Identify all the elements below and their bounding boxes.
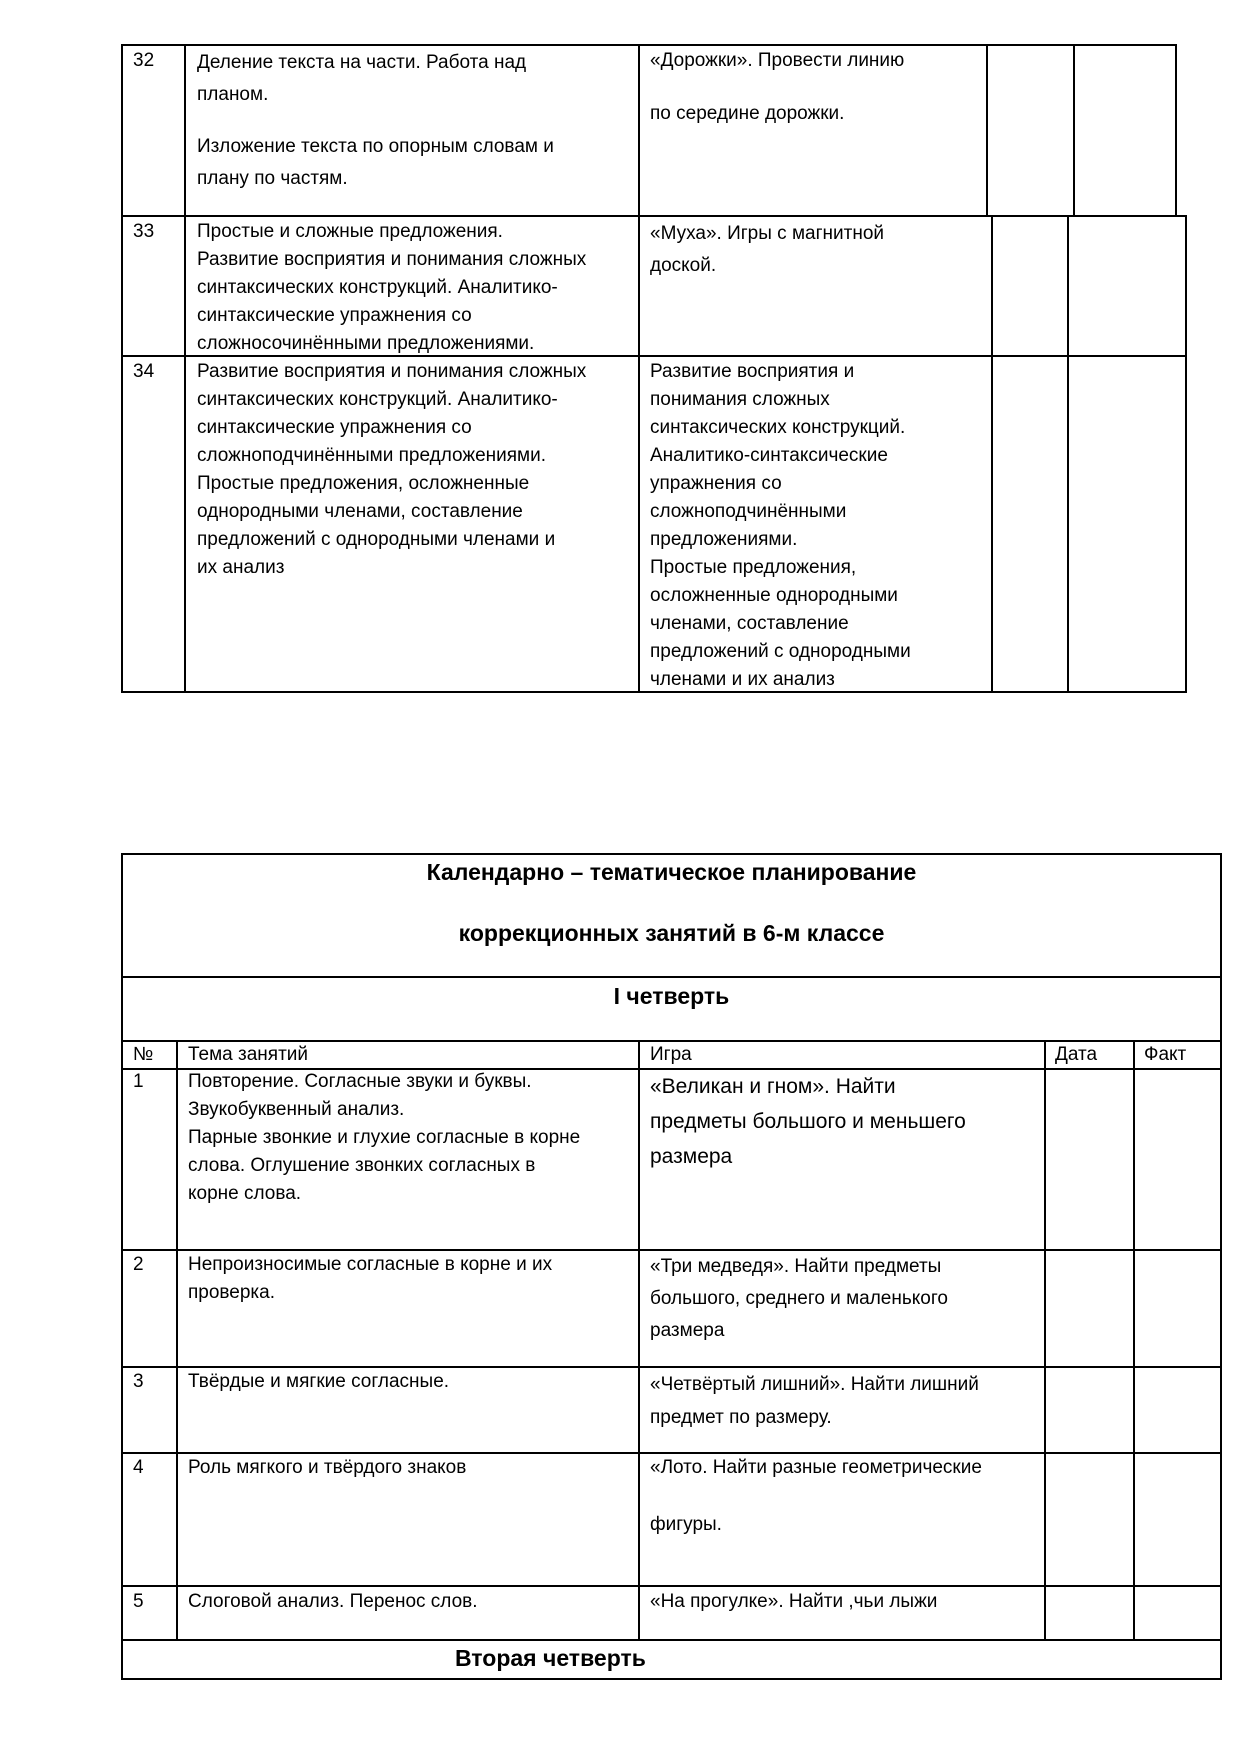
t1-div2 — [638, 215, 640, 693]
t2-row5-game: «На прогулке». Найти ,чьи лыжи — [650, 1591, 938, 1612]
t2-header-game: Игра — [650, 1044, 692, 1065]
t1-row34-num: 34 — [133, 361, 155, 382]
t1-left — [121, 215, 123, 693]
t2-row2-topic: Непроизносимые согласные в корне и их проверка. — [188, 1254, 553, 1303]
t1-row34-topic: Развитие восприятия и понимания сложных синтаксических конструкций. Аналитико- синтаксические упражнения со сложноподчинёнными предложениями. Простые предложения, осложненные однородными членами, составление предложений с однородными членами и их анализ — [197, 361, 587, 578]
t1-row32-topic: Деление текста на части. Работа над планом. — [197, 52, 527, 105]
t2-col-div-3 — [1044, 1040, 1046, 1641]
t2-header-num: № — [133, 1044, 154, 1065]
t1-row32-div2 — [638, 44, 640, 216]
t1-row32-right — [1175, 44, 1177, 216]
t2-row1-game: «Великан и гном». Найти предметы большого и меньшего размера — [650, 1075, 966, 1168]
t2-title-divider — [121, 976, 1222, 978]
t2-row1-num: 1 — [133, 1071, 144, 1092]
t1-row32-div4 — [1073, 44, 1075, 216]
t2-row3-num: 3 — [133, 1371, 144, 1392]
t2-quarter-2: Вторая четверть — [455, 1645, 646, 1671]
t1-row32-div1 — [184, 44, 186, 216]
t2-top — [121, 853, 1222, 855]
t2-row4-game-2: фигуры. — [650, 1514, 722, 1535]
t2-header-topic: Тема занятий — [188, 1044, 309, 1065]
t1-row33-top — [121, 215, 1186, 217]
t1-div3 — [991, 215, 993, 693]
t2-row5-num: 5 — [133, 1591, 144, 1612]
t2-title-line-1: Календарно – тематическое планирование — [426, 859, 917, 885]
t1-row32-game-2: по середине дорожки. — [650, 103, 845, 124]
t1-right — [1185, 215, 1187, 693]
t1-row33-topic: Простые и сложные предложения. Развитие восприятия и понимания сложных синтаксических конструкций. Аналитико- синтаксические упражнения со сложносочинёнными предложениями. — [197, 221, 587, 354]
t1-div4 — [1067, 215, 1069, 693]
t2-row3-game: «Четвёртый лишний». Найти лишний предмет по размеру. — [650, 1374, 979, 1428]
t2-quarter-1: I четверть — [613, 983, 730, 1009]
t2-row1-topic: Повторение. Согласные звуки и буквы. Звукобуквенный анализ. Парные звонкие и глухие согласные в корне слова. Оглушение звонких согласных в корне слова. — [188, 1071, 581, 1204]
t2-row4-num: 4 — [133, 1457, 144, 1478]
t1-row32-left — [121, 44, 123, 216]
t1-row32-topic-2: Изложение текста по опорным словам и плану по частям. — [197, 136, 554, 189]
t1-div1 — [184, 215, 186, 693]
t2-bottom — [121, 1678, 1222, 1680]
t1-row33-num: 33 — [133, 221, 155, 242]
t2-row4-game: «Лото. Найти разные геометрические — [650, 1457, 982, 1478]
t2-row4-bottom — [121, 1585, 1222, 1587]
t1-row33-game: «Муха». Игры с магнитной доской. — [650, 223, 884, 276]
t1-row32-top — [121, 44, 1175, 46]
t2-col-div-1 — [176, 1040, 178, 1641]
t2-header-fact: Факт — [1144, 1044, 1187, 1065]
t1-row32-num: 32 — [133, 50, 155, 71]
t2-row3-topic: Твёрдые и мягкие согласные. — [188, 1371, 450, 1392]
t2-header-date: Дата — [1055, 1044, 1098, 1065]
t1-row32-div3 — [986, 44, 988, 216]
t2-col-div-2 — [638, 1040, 640, 1641]
t2-row4-topic: Роль мягкого и твёрдого знаков — [188, 1457, 467, 1478]
t2-row5-topic: Слоговой анализ. Перенос слов. — [188, 1591, 478, 1612]
t2-row2-num: 2 — [133, 1254, 144, 1275]
t2-title-line-2: коррекционных занятий в 6-м классе — [458, 920, 885, 946]
t2-row5-bottom — [121, 1639, 1222, 1641]
t2-row2-game: «Три медведя». Найти предметы большого, среднего и маленького размера — [650, 1256, 948, 1341]
t1-row34-game: Развитие восприятия и понимания сложных синтаксических конструкций. Аналитико-синтаксические упражнения со сложноподчинёнными предложениями. Простые предложения, осложненные однородными членами, составление предложений с однородными членами и их анализ — [650, 361, 911, 690]
t1-row32-game: «Дорожки». Провести линию — [650, 50, 905, 71]
t2-col-div-4 — [1133, 1040, 1135, 1641]
